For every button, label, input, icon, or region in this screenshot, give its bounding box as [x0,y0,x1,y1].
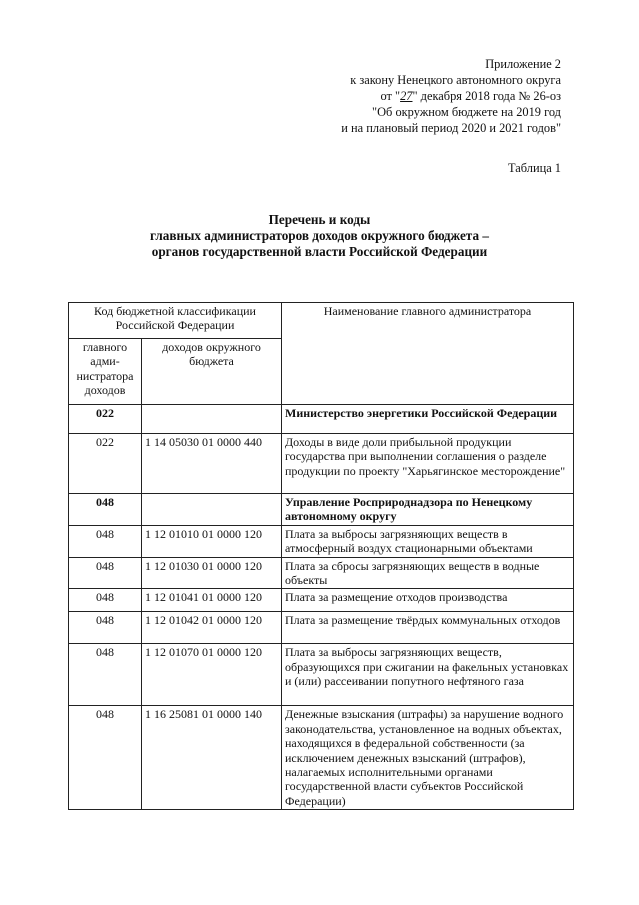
row-revenue-code: 1 12 01041 01 0000 120 [142,589,282,612]
administrators-table [68,302,574,810]
row-revenue-code: 1 14 05030 01 0000 440 [142,434,282,494]
row-admin-code: 022 [69,434,142,494]
row-admin-code: 048 [69,644,142,706]
row-admin-name: Денежные взыскания (штрафы) за нарушение водного законодательства, установленное на водных объектах, находящихся в федеральной собственности (за исключением денежных взысканий (штрафов), налагаемых исполнительными органами государственной власти субъектов Российской Федерации) [282,706,574,810]
row-admin-name: Плата за сбросы загрязняющих веществ в водные объекты [282,557,574,589]
row-revenue-code: 1 12 01010 01 0000 120 [142,525,282,557]
appendix-header [261,56,561,136]
row-admin-code: 048 [69,589,142,612]
row-admin-name: Плата за выбросы загрязняющих веществ, образующихся при сжигании на факельных установках и (или) рассеивании попутного нефтяного газа [282,644,574,706]
appendix-law-title: "Об окружном бюджете на 2019 год [372,105,561,119]
header-revenue-code: доходов окружного бюджета [142,339,282,405]
row-admin-code: 048 [69,525,142,557]
header-admin-code: главного адми-нистратора доходов [69,339,142,405]
row-admin-code: 048 [69,494,142,526]
appendix-title: Приложение 2 [485,57,561,71]
header-budget-classification: Код бюджетной классификации Российской Федерации [69,303,282,339]
title-line-1: Перечень и коды [268,212,371,227]
row-admin-name: Плата за размещение отходов производства [282,589,574,612]
table-row [69,612,574,644]
table-number: Таблица 1 [508,161,561,175]
header-admin-name: Наименование главного администратора [282,303,574,405]
table-row [69,494,574,526]
row-admin-name: Доходы в виде доли прибыльной продукции государства при выполнении соглашения о разделе продукции по проекту "Харьягинское месторождение" [282,434,574,494]
row-admin-code: 048 [69,706,142,810]
row-revenue-code: 1 12 01070 01 0000 120 [142,644,282,706]
title-line-2: главных администраторов доходов окружного бюджета – [150,228,489,243]
table-row [69,589,574,612]
row-revenue-code: 1 12 01030 01 0000 120 [142,557,282,589]
row-admin-name: Министерство энергетики Российской Федерации [282,405,574,434]
table-row [69,706,574,810]
row-revenue-code: 1 12 01042 01 0000 120 [142,612,282,644]
document-title [0,212,639,260]
table-row [69,644,574,706]
row-admin-name: Плата за выбросы загрязняющих веществ в атмосферный воздух стационарными объектами [282,525,574,557]
row-admin-code: 048 [69,612,142,644]
row-admin-code: 022 [69,405,142,434]
table-row [69,525,574,557]
appendix-date-line: от "27" декабря 2018 года № 26-оз [380,89,561,103]
table-row [69,557,574,589]
row-revenue-code [142,494,282,526]
handwritten-day: 27 [400,89,413,103]
row-revenue-code: 1 16 25081 01 0000 140 [142,706,282,810]
row-revenue-code [142,405,282,434]
row-admin-name: Плата за размещение твёрдых коммунальных отходов [282,612,574,644]
row-admin-code: 048 [69,557,142,589]
row-admin-name: Управление Росприроднадзора по Ненецкому автономному округу [282,494,574,526]
title-line-3: органов государственной власти Российской Федерации [151,244,488,259]
appendix-law-ref: к закону Ненецкого автономного округа [350,73,561,87]
table-row [69,434,574,494]
appendix-law-period: и на плановый период 2020 и 2021 годов" [341,121,561,135]
table-row [69,405,574,434]
